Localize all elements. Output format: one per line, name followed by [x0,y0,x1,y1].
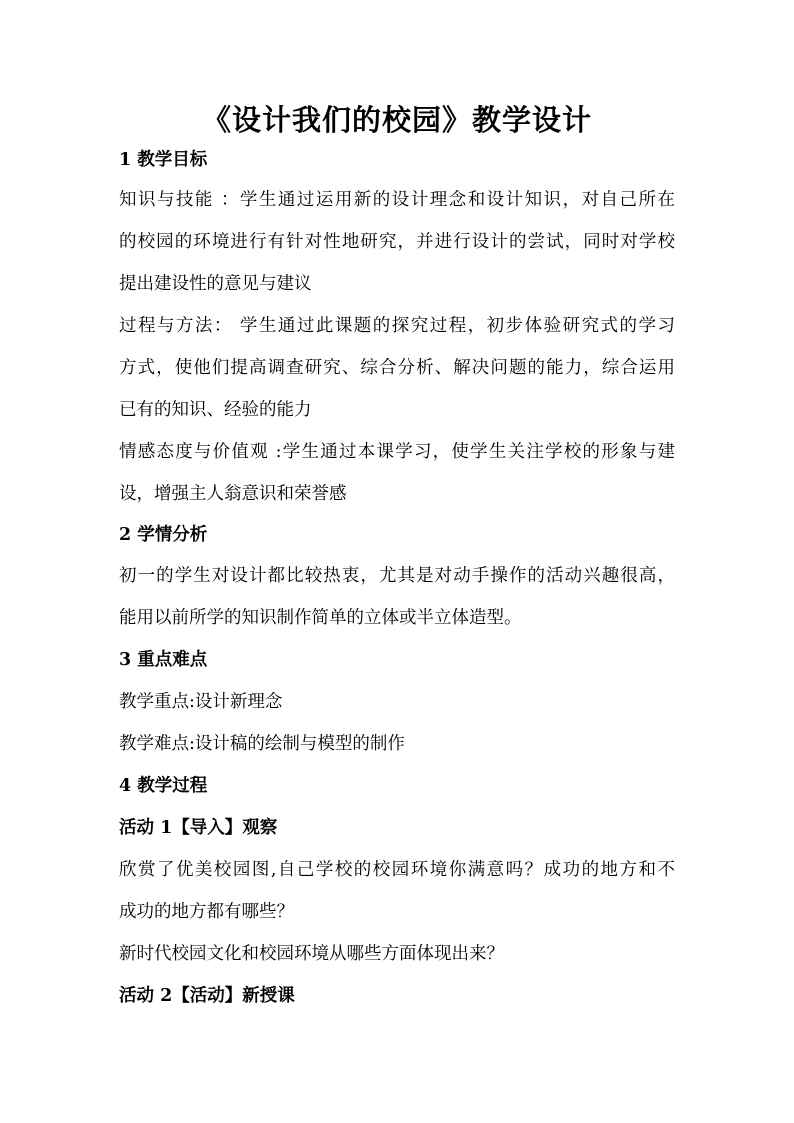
paragraph-line: 知识与技能 ：学生通过运用新的设计理念和设计知识，对自己所在 [119,190,675,210]
paragraph-line: 欣赏了优美校园图,自己学校的校园环境你满意吗？成功的地方和不 [119,860,675,880]
paragraph-line: 提出建设性的意见与建议 [119,274,312,294]
section-heading-process: 4 教学过程 [119,776,208,796]
paragraph-line: 新时代校园文化和校园环境从哪些方面体现出来？ [119,944,504,964]
paragraph-line: 教学难点:设计稿的绘制与模型的制作 [119,734,405,754]
paragraph-line: 设，增强主人翁意识和荣誉感 [119,484,347,504]
activity-heading-1: 活动 1【导入】观察 [119,818,278,838]
paragraph-line: 能用以前所学的知识制作简单的立体或半立体造型。 [119,608,522,628]
section-heading-objectives: 1 教学目标 [119,150,208,170]
paragraph-line: 初一的学生对设计都比较热衷，尤其是对动手操作的活动兴趣很高， [119,566,675,586]
paragraph-line: 已有的知识、经验的能力 [119,400,312,420]
paragraph-line: 教学重点:设计新理念 [119,692,283,712]
document-title: 《设计我们的校园》教学设计 [201,103,592,137]
paragraph-line: 过程与方法： 学生通过此课题的探究过程，初步体验研究式的学习 [119,316,675,336]
paragraph-line: 方式，使他们提高调查研究、综合分析、解决问题的能力，综合运用 [119,358,675,378]
section-heading-analysis: 2 学情分析 [119,525,208,545]
paragraph-line: 情感态度与价值观 :学生通过本课学习，使学生关注学校的形象与建 [119,442,675,462]
paragraph-line: 的校园的环境进行有针对性地研究，并进行设计的尝试，同时对学校 [119,232,675,252]
section-heading-key-points: 3 重点难点 [119,650,208,670]
paragraph-line: 成功的地方都有哪些？ [119,902,294,922]
activity-heading-2: 活动 2【活动】新授课 [119,986,295,1006]
